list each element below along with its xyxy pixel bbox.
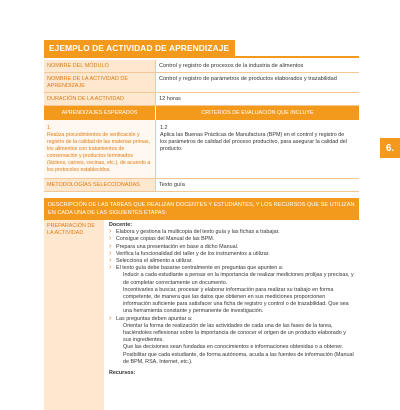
aprendizaje-number: 1. bbox=[47, 125, 52, 131]
band-aprendizajes: APRENDIZAJES ESPERADOS bbox=[44, 106, 156, 120]
info-row-module bbox=[44, 60, 359, 73]
info-value: Control y registro de parámetros de productos elaborados y trazabilidad bbox=[159, 75, 337, 82]
sub-paragraph: Incentivarles a buscar, procesar y elaborar información para realizar su trabajo en forma competente, de manera que las datos que obtienen en sus mediciones proporcionen información suficiente para satisfacer una ficha de registro y control o de trazabilidad. Que sea una herramienta constante y permanente de investigación. bbox=[123, 286, 349, 315]
info-row-duration bbox=[44, 93, 359, 106]
sub-paragraph: Que las decisiones sean fundadas en conocimientos e informaciones obtenidas o a obtener. Posibilitar que cada estudiante, de forma autónoma, acuda a las fuentes de información (Manual de BPM, RSA, Internet, etc.). bbox=[123, 344, 354, 365]
preparation-content bbox=[104, 220, 359, 410]
list-item: › Verifica la funcionalidad del taller y de los instrumentos a utilizar. bbox=[109, 251, 354, 258]
info-label: NOMBRE DE LA ACTIVIDAD DE APRENDIZAJE bbox=[44, 73, 156, 92]
preparation-label: PREPARACIÓN DE LA ACTIVIDAD bbox=[44, 220, 104, 410]
description-title: DESCRIPCIÓN DE LAS TAREAS QUE REALIZAN DOCENTES Y ESTUDIANTES, Y LOS RECURSOS QUE SE UTILIZAN EN CADA UNA DE LAS SIGUIENTES ETAPAS: bbox=[44, 198, 359, 220]
list-item: › Selecciona el alimento a utilizar. bbox=[109, 258, 354, 265]
chapter-tab: 6. bbox=[380, 138, 400, 158]
methodology-label: METODOLOGÍAS SELECCIONADAS bbox=[44, 179, 156, 191]
criterio-text: Aplica las Buenas Prácticas de Manufactura (BPM) en el control y registro de los parámetros de calidad del proceso productivo, para asegurar la calidad del producto. bbox=[160, 132, 347, 152]
sub-paragraph: Inducir a cada estudiante a pensar en la importancia de realizar mediciones prolijas y precisas, y de completar correctamente un documento. bbox=[123, 272, 354, 286]
info-value: Control y registro de procesos de la industria de alimentos bbox=[159, 62, 304, 69]
list-item: › Elabora y gestiona la multicopia del texto guía y las fichas a trabajar. bbox=[109, 229, 354, 236]
info-label: NOMBRE DEL MÓDULO bbox=[44, 60, 156, 72]
learning-row bbox=[44, 120, 359, 179]
sub-paragraph: Orientar la forma de realización de las actividades de cada una de las fases de la tarea, haciéndoles reflexionar sobre la importancia de conocer el origen de un producto elaborado y sus ingredientes. bbox=[123, 322, 346, 344]
list-item: › Prepara una presentación en base a dicho Manual. bbox=[109, 244, 354, 251]
aprendizaje-cell bbox=[44, 120, 156, 178]
recursos-label: Recursos: bbox=[109, 370, 136, 377]
section-band bbox=[44, 106, 359, 120]
docente-task-list bbox=[109, 229, 354, 272]
activity-sheet bbox=[44, 38, 359, 410]
criterio-cell bbox=[156, 120, 359, 178]
list-item: › Las preguntas deben apuntar a: bbox=[109, 316, 354, 323]
criterio-number: 1.2 bbox=[160, 125, 168, 131]
methodology-row bbox=[44, 179, 359, 192]
list-item: › Consigue copias del Manual de las BPM. bbox=[109, 236, 354, 243]
preparation-section bbox=[44, 220, 359, 410]
aprendizaje-text: Realiza procedimientos de verificación y registro de la calidad de las materias primas, los alimentos con tratamientos de conservación y productos terminados (lácteos, carnes, cecinas, etc.), de acuerdo a los protocolos establecidos. bbox=[47, 132, 151, 173]
docente-label: Docente: bbox=[109, 222, 133, 228]
sheet-title: EJEMPLO DE ACTIVIDAD DE APRENDIZAJE bbox=[44, 40, 235, 56]
methodology-value: Texto guía bbox=[159, 181, 185, 188]
docente-task-list-2 bbox=[109, 316, 354, 323]
info-row-activity bbox=[44, 73, 359, 93]
band-criterios: CRITERIOS DE EVALUACIÓN QUE INCLUYE bbox=[156, 106, 359, 120]
info-value: 12 horas bbox=[159, 95, 181, 102]
info-label: DURACIÓN DE LA ACTIVIDAD bbox=[44, 93, 156, 105]
list-item: › El texto guía debe basarse centralmente en preguntas que apunten a: bbox=[109, 265, 354, 272]
title-rule bbox=[44, 56, 359, 58]
